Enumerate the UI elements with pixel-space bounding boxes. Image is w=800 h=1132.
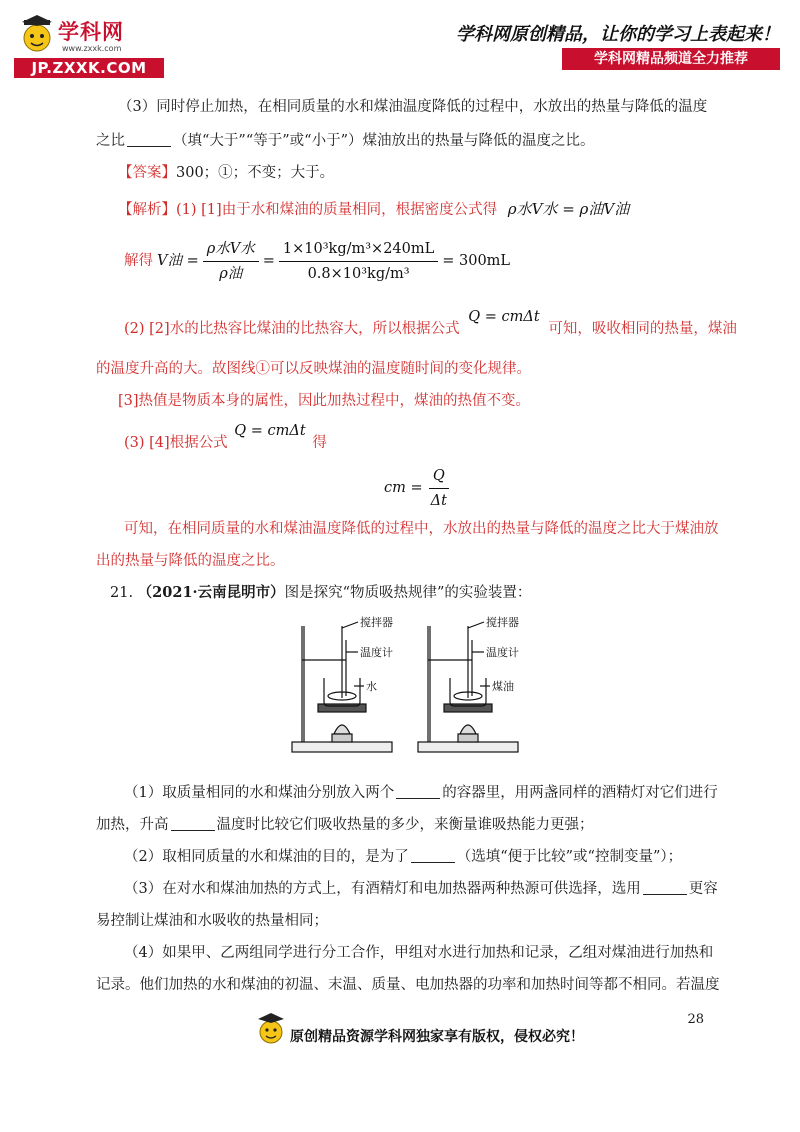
formula-volume: 解得 V油 = $\frac{\text{ρ水V水}}{\text{ρ油}}$ = $\frac{\text{1×10³kg/m³×240mL}}{\text{0.8×10³kg/m³}}$ = 300mL [124, 238, 510, 284]
analysis-5b: 出的热量与降低的温度之比。 [96, 553, 285, 569]
q21-part4-cont: 记录。他们加热的水和煤油的初温、末温、质量、电加热器的功率和加热时间等都不相同。若温度 [96, 977, 720, 993]
analysis-2: (2) [2]水的比热容比煤油的比热容大，所以根据公式 Q = cmΔt 可知，吸收相同的热量，煤油 [124, 309, 737, 337]
q21-part1: （1）取质量相同的水和煤油分别放入两个 的容器里，用两盏同样的酒精灯对它们进行 [124, 785, 718, 801]
label-kerosene: 煤油 [492, 680, 514, 693]
footer-copyright: 原创精品资源学科网独家享有版权，侵权必究！ [290, 1029, 584, 1045]
q21-part2: （2）取相同质量的水和煤油的目的，是为了 （选填“便于比较”或“控制变量”）； [124, 849, 683, 865]
label-stirrer-left: 搅拌器 [360, 616, 393, 629]
label-thermometer-left: 温度计 [360, 646, 393, 659]
mascot-icon [18, 14, 56, 58]
page-number: 28 [687, 1012, 704, 1027]
q21-part3: （3）在对水和煤油加热的方式上，有酒精灯和电加热器两种热源可供选择，选用 更容 [124, 881, 718, 897]
analysis-5a: 可知，在相同质量的水和煤油温度降低的过程中，水放出的热量与降低的温度之比大于煤油放 [124, 521, 719, 537]
analysis-4: (3) [4]根据公式 Q = cmΔt 得 [124, 423, 327, 451]
q21-part3-cont: 易控制让煤油和水吸收的热量相同； [96, 913, 328, 929]
analysis-1: 【解析】(1) [1]由于水和煤油的质量相同，根据密度公式得 ρ水V水 = ρ油V油 [118, 200, 630, 218]
q21-title: 21. （2021·云南昆明市）图是探究“物质吸热规律”的实验装置： [110, 584, 532, 601]
label-thermometer-right: 温度计 [486, 646, 519, 659]
logo-url: JP.ZXXK.COM [14, 58, 164, 78]
label-stirrer-right: 搅拌器 [486, 616, 519, 629]
answer-blank [127, 132, 171, 147]
answer-text: 300；①；不变；大于。 [176, 165, 335, 181]
header-banner: 学科网精品频道全力推荐 [562, 48, 780, 70]
site-logo [14, 14, 164, 77]
q21-part4: （4）如果甲、乙两组同学进行分工合作，甲组对水进行加热和记录，乙组对煤油进行加热和 [124, 945, 714, 961]
logo-website: www.zxxk.com [62, 44, 122, 53]
experiment-figure [290, 606, 530, 766]
q3-line2: 之比 （填“大于”“等于”或“小于”）煤油放出的热量与降低的温度之比。 [96, 133, 595, 149]
logo-name: 学科网 [58, 20, 124, 44]
q3-line1: （3）同时停止加热，在相同质量的水和煤油温度降低的过程中，水放出的热量与降低的温度 [118, 99, 708, 115]
q21-part1-cont: 加热，升高 温度时比较它们吸收热量的多少，来衡量谁吸热能力更强； [96, 817, 594, 833]
analysis-3: [3]热值是物质本身的属性，因此加热过程中，煤油的热值不变。 [118, 393, 531, 409]
answer-line [118, 162, 334, 184]
label-water: 水 [366, 680, 377, 693]
analysis-2c: 的温度升高的大。故图线①可以反映煤油的温度随时间的变化规律。 [96, 361, 531, 377]
answer-label: 【答案】 [118, 165, 176, 181]
formula-density: ρ水V水 = ρ油V油 [507, 200, 630, 218]
footer-mascot-icon [256, 1012, 286, 1048]
formula-cm: cm = $\frac{Q}{\Delta t}$ [384, 464, 451, 512]
header-slogan: 学科网原创精品，让你的学习上表起来！ [456, 24, 780, 45]
